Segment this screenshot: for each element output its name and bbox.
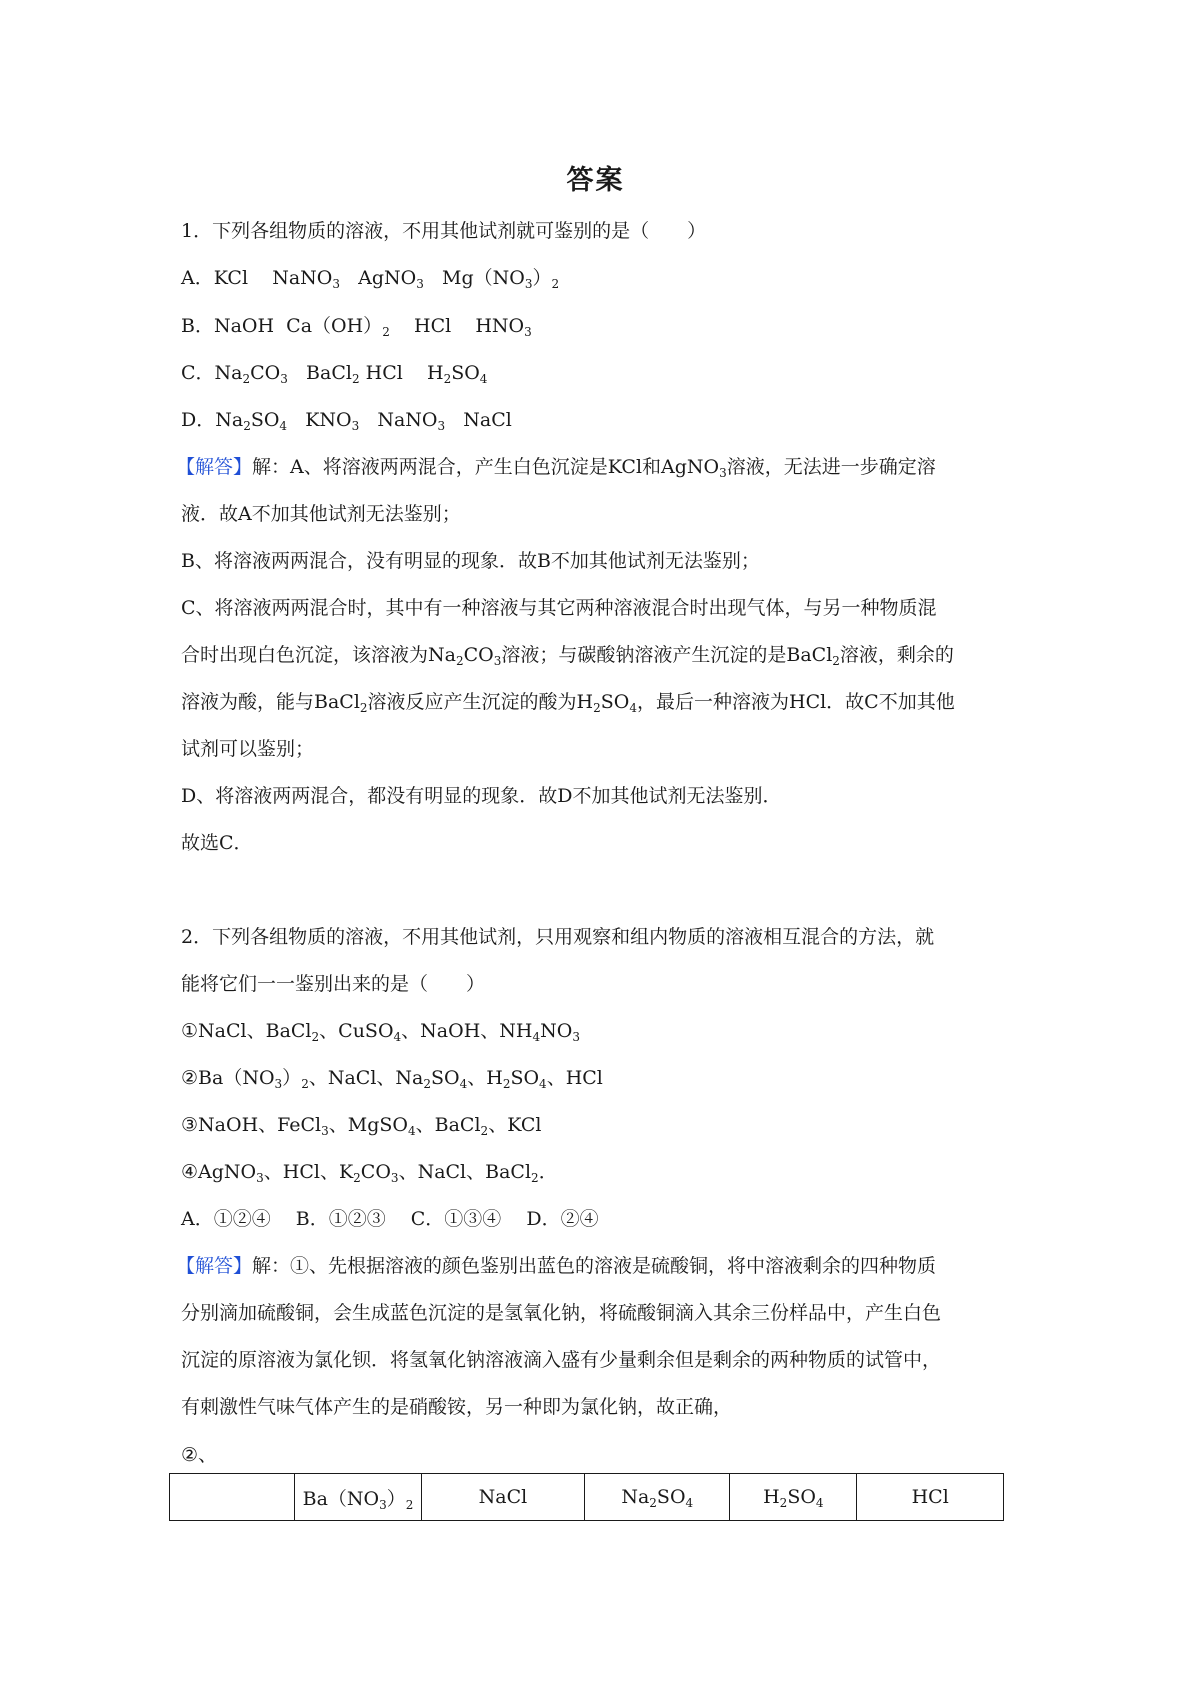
q2-answer-line-1: 【解答】解：①、先根据溶液的颜色鉴别出蓝色的溶液是硫酸铜，将中溶液剩余的四种物质	[176, 1255, 937, 1277]
question-1-stem: 1．下列各组物质的溶液，不用其他试剂就可鉴别的是（ ）	[181, 220, 707, 242]
q1-answer-line-5: 合时出现白色沉淀，该溶液为$Na_2CO_3$溶液；与碳酸钠溶液产生沉淀的是BaCl$_2$溶液，剩余的	[181, 644, 954, 668]
q2-answer-line-2: 分别滴加硫酸铜，会生成蓝色沉淀的是氢氧化钠，将硫酸铜滴入其余三份样品中，产生白色	[181, 1302, 942, 1324]
q1-option-c: C．$Na_2CO_3$ BaCl$_2$ HCl $H_2SO_4$	[181, 362, 488, 386]
q1-option-a: A．KCl NaNO$_3$ AgNO$_3$ $Mg(NO_3)_2$	[181, 267, 560, 291]
q1-answer-line-7: 试剂可以鉴别；	[181, 738, 315, 760]
answer-tag: 【解答】	[176, 456, 253, 478]
q1-answer-line-6: 溶液为酸，能与BaCl$_2$溶液反应产生沉淀的酸为$H_2SO_4$，最后一种溶液为HCl．故C不加其他	[181, 691, 955, 715]
q1-option-b: B．NaOH $Ca(OH)_2$ HCl $HNO_3$	[181, 315, 532, 339]
question-2-stem-line-2: 能将它们一一鉴别出来的是（ ）	[181, 973, 486, 995]
q1-answer-line-4: C、将溶液两两混合时，其中有一种溶液与其它两种溶液混合时出现气体，与另一种物质混	[181, 597, 937, 619]
q1-answer-line-2: 液．故A不加其他试剂无法鉴别；	[181, 503, 461, 525]
table-cell-empty	[170, 1474, 295, 1521]
question-2-stem-line-1: 2．下列各组物质的溶液，不用其他试剂，只用观察和组内物质的溶液相互混合的方法，就	[181, 926, 935, 948]
q1-answer-line-3: B、将溶液两两混合，没有明显的现象．故B不加其他试剂无法鉴别；	[181, 550, 760, 572]
q2-group-3: ③NaOH、FeCl$_3$、MgSO$_4$、BaCl$_2$、KCl	[181, 1114, 542, 1138]
page-title: 答案	[566, 165, 625, 196]
q2-group-4: ④AgNO$_3$、HCl、$K_2CO_3$、NaCl、BaCl$_2$．	[181, 1161, 558, 1185]
q2-group-2: $②Ba(NO_3)_2$、NaCl、$Na_2SO_4$、$H_2SO_4$、HCl	[181, 1067, 603, 1091]
q2-answer-line-4: 有刺激性气味气体产生的是硝酸铵，另一种即为氯化钠，故正确，	[181, 1396, 733, 1418]
q2-choices: A．①②④ B．①②③ C．①③④ D．②④	[181, 1208, 599, 1230]
answer-tag: 【解答】	[176, 1255, 253, 1277]
q1-option-d: D．$Na_2SO_4$ $KNO_3$ NaNO$_3$ NaCl	[181, 409, 512, 433]
table-cell-ba-no3-2: $Ba(NO_3)_2$	[295, 1474, 421, 1521]
q1-answer-line-1: 【解答】解：A、将溶液两两混合，产生白色沉淀是KCl和AgNO$_3$溶液，无法进一步确定溶	[176, 456, 936, 480]
table-cell-h2so4: $H_2SO_4$	[730, 1474, 857, 1521]
q1-answer-line-8: D、将溶液两两混合，都没有明显的现象．故D不加其他试剂无法鉴别．	[181, 785, 782, 807]
table-cell-hcl: HCl	[857, 1474, 1004, 1521]
q1-answer-final: 故选C．	[181, 832, 253, 854]
table-row	[170, 1474, 1004, 1521]
q2-answer-line-3: 沉淀的原溶液为氯化钡．将氢氧化钠溶液滴入盛有少量剩余但是剩余的两种物质的试管中，	[181, 1349, 942, 1371]
table-cell-na2so4: $Na_2SO_4$	[585, 1474, 730, 1521]
table-cell-nacl: NaCl	[421, 1474, 585, 1521]
reaction-table	[169, 1473, 1004, 1521]
q2-answer-line-5: ②、	[181, 1444, 218, 1466]
q2-group-1: ①NaCl、BaCl$_2$、CuSO$_4$、NaOH、$NH_4NO_3$	[181, 1020, 580, 1044]
